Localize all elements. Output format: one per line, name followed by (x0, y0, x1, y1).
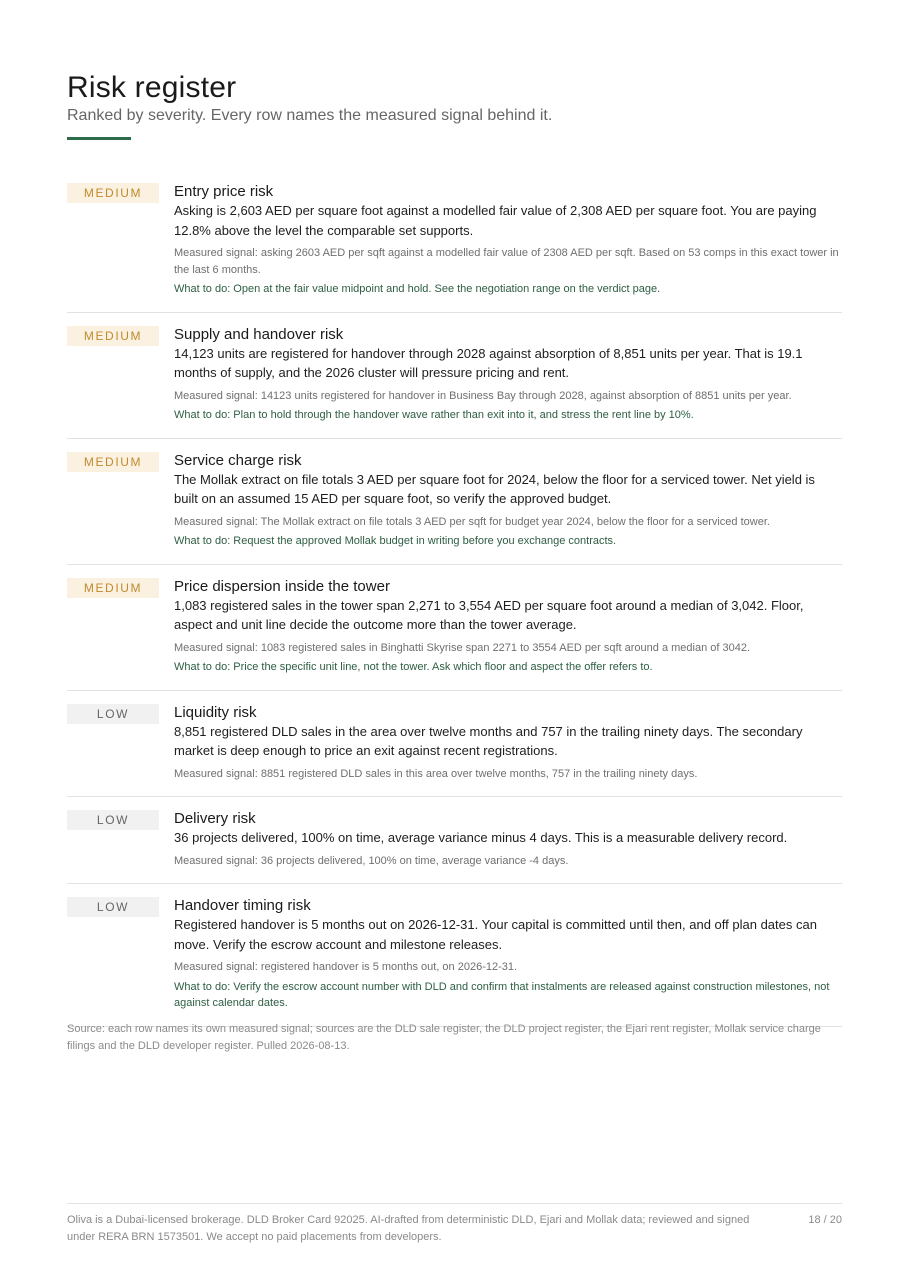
risk-row (67, 439, 842, 565)
measured-signal: Measured signal: 8851 registered DLD sales in this area over twelve months, 757 in the trailing ninety days. (174, 767, 698, 780)
risk-description: Registered handover is 5 months out on 2026-12-31. Your capital is committed until then, and off plan dates can move. Verify the escrow account and milestone releases. (174, 917, 817, 952)
risk-row (67, 565, 842, 691)
recommended-action: What to do: Verify the escrow account number with DLD and confirm that instalments are released against construction milestones, not against calendar dates. (174, 980, 830, 1009)
risk-row (67, 313, 842, 439)
risk-title: Liquidity risk (174, 703, 257, 721)
risk-title: Handover timing risk (174, 897, 311, 914)
measured-signal: Measured signal: The Mollak extract on file totals 3 AED per sqft for budget year 2024, below the floor for a serviced tower. (174, 515, 770, 528)
severity-badge: LOW (67, 897, 159, 917)
measured-signal: Measured signal: 1083 registered sales in Binghatti Skyrise span 2271 to 3554 AED per sqft around a median of 3042. (174, 641, 751, 654)
page-title: Risk register (67, 71, 237, 104)
source-note: Source: each row names its own measured signal; sources are the DLD sale register, the DLD project register, the Ejari rent register, Mollak service charge filings and the DLD developer register. Pulled 2026-08-13. (67, 1023, 821, 1052)
measured-signal: Measured signal: registered handover is 5 months out, on 2026-12-31. (174, 961, 518, 973)
risk-description: 14,123 units are registered for handover through 2028 against absorption of 8,851 units per year. That is 19.1 months of supply, and the 2026 cluster will pressure pricing and rent. (174, 345, 803, 380)
recommended-action: What to do: Open at the fair value midpoint and hold. See the negotiation range on the verdict page. (174, 283, 661, 295)
recommended-action: What to do: Price the specific unit line, not the tower. Ask which floor and aspect the offer refers to. (174, 661, 653, 673)
risk-row (67, 691, 842, 798)
risk-title: Price dispersion inside the tower (174, 577, 390, 595)
risk-row (67, 170, 842, 313)
risk-description: 36 projects delivered, 100% on time, average variance minus 4 days. This is a measurable delivery record. (174, 830, 788, 845)
risk-description: Asking is 2,603 AED per square foot against a modelled fair value of 2,308 AED per square foot. You are paying 12.8% above the level the comparable set supports. (174, 203, 817, 238)
page-subtitle: Ranked by severity. Every row names the measured signal behind it. (67, 107, 553, 124)
risk-title: Delivery risk (174, 810, 256, 827)
risk-list (67, 170, 842, 1027)
risk-row (67, 884, 842, 1027)
risk-description: 1,083 registered sales in the tower span 2,271 to 3,554 AED per square foot around a median of 3,042. Floor, aspect and unit line decide the outcome more than the tower average. (174, 597, 804, 632)
risk-row (67, 797, 842, 884)
risk-title: Service charge risk (174, 451, 302, 469)
risk-title: Entry price risk (174, 183, 274, 200)
severity-badge: MEDIUM (67, 183, 159, 203)
title-accent-rule (67, 137, 131, 140)
measured-signal: Measured signal: asking 2603 AED per sqft against a modelled fair value of 2308 AED per sqft. Based on 53 comps in this exact tower in the last 6 months. (174, 247, 839, 276)
severity-badge: MEDIUM (67, 578, 159, 598)
measured-signal: Measured signal: 14123 units registered for handover in Business Bay through 2028, against absorption of 8851 units per year. (174, 389, 792, 402)
risk-description: The Mollak extract on file totals 3 AED per square foot for 2024, below the floor for a serviced tower. Net yield is built on an assumed 15 AED per square foot, so verify the approved budget. (174, 471, 815, 506)
severity-badge: LOW (67, 704, 159, 724)
severity-badge: MEDIUM (67, 452, 159, 472)
recommended-action: What to do: Request the approved Mollak budget in writing before you exchange contracts. (174, 535, 617, 547)
severity-badge: MEDIUM (67, 326, 159, 346)
risk-description: 8,851 registered DLD sales in the area over twelve months and 757 in the trailing ninety days. The secondary market is deep enough to price an exit against recent registrations. (174, 723, 803, 758)
severity-badge: LOW (67, 810, 159, 830)
footer-disclaimer: Oliva is a Dubai-licensed brokerage. DLD Broker Card 92025. AI-drafted from deterministic DLD, Ejari and Mollak data; reviewed and signed under RERA BRN 1573501. We accept no paid placements from developers. (67, 1214, 750, 1243)
recommended-action: What to do: Plan to hold through the handover wave rather than exit into it, and stress the rent line by 10%. (174, 409, 694, 421)
page-number: 18 / 20 (808, 1214, 842, 1226)
risk-title: Supply and handover risk (174, 325, 344, 343)
measured-signal: Measured signal: 36 projects delivered, 100% on time, average variance -4 days. (174, 854, 569, 867)
footer-divider (67, 1203, 842, 1204)
